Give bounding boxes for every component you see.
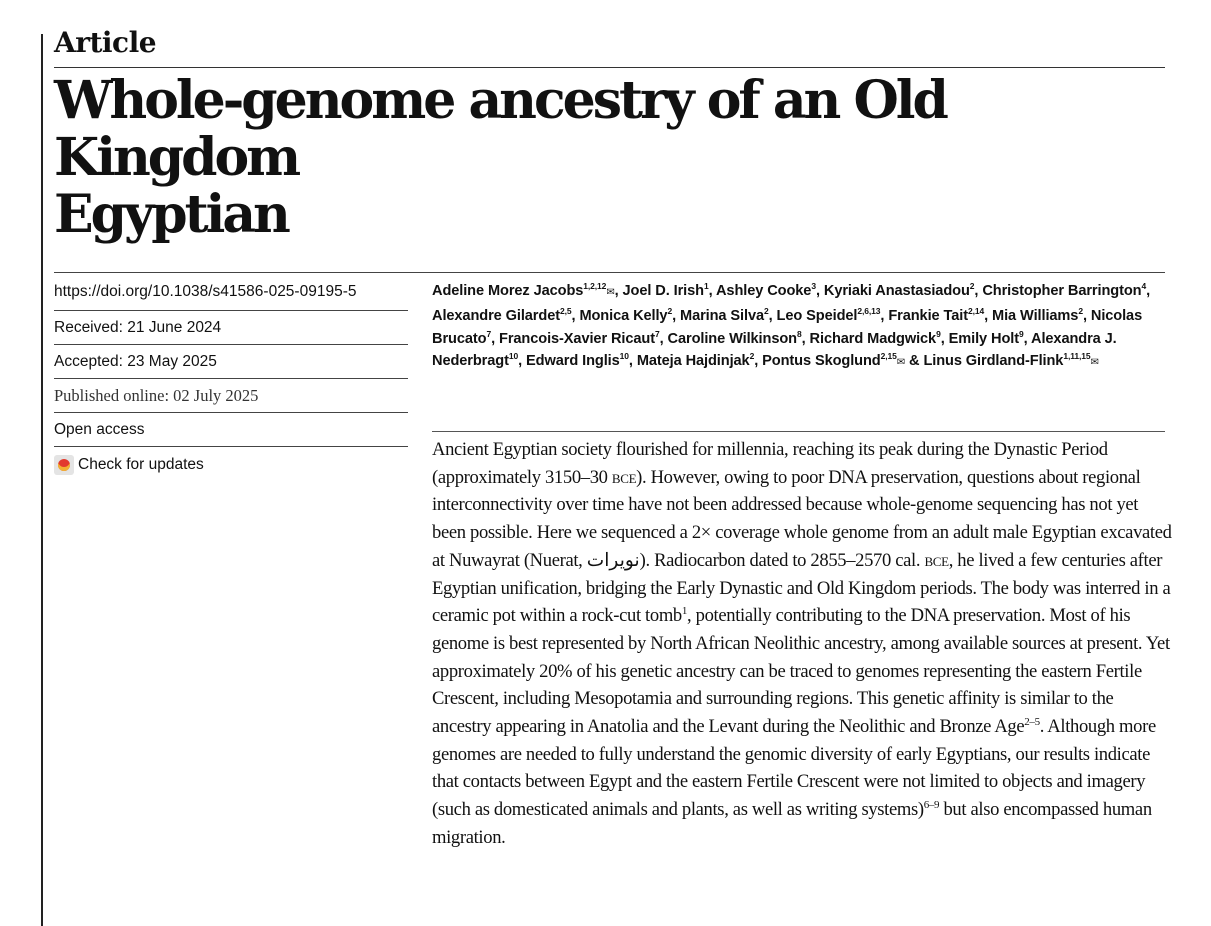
author-separator: ,: [880, 307, 889, 324]
author-name[interactable]: Adeline Morez Jacobs: [432, 283, 584, 299]
author-separator: &: [905, 353, 924, 370]
left-margin-rule: [41, 34, 43, 926]
author-affiliation: 1,2,12: [583, 281, 607, 291]
author-name[interactable]: Pontus Skoglund: [762, 353, 881, 370]
author-separator: ,: [815, 283, 824, 299]
author-affiliation: 2: [969, 281, 975, 291]
author-name[interactable]: Francois-Xavier Ricaut: [499, 330, 655, 347]
author-name[interactable]: Joel D. Irish: [622, 283, 704, 299]
author-affiliation: 1: [703, 281, 709, 291]
author-separator: ,: [768, 307, 777, 324]
author-affiliation: 9: [1019, 328, 1024, 339]
citation-ref[interactable]: 2–5: [1024, 716, 1040, 729]
check-for-updates-label: Check for updates: [78, 456, 204, 473]
author-separator: ,: [1023, 330, 1032, 347]
author-name[interactable]: Leo Speidel: [776, 307, 858, 324]
citation-ref[interactable]: 1: [681, 605, 688, 618]
abstract-era: bce: [924, 549, 949, 571]
doi-link[interactable]: https://doi.org/10.1038/s41586-025-09195-5: [54, 273, 408, 311]
accepted-date: Accepted: 23 May 2025: [54, 345, 408, 379]
author-name[interactable]: Richard Madgwick: [809, 330, 937, 347]
author-affiliation: 2: [667, 305, 673, 316]
author-name[interactable]: Marina Silva: [680, 307, 764, 324]
author-affiliation: 7: [486, 328, 492, 339]
author-separator: ,: [628, 353, 637, 370]
author-separator: ,: [984, 307, 993, 324]
author-affiliation: 4: [1141, 281, 1147, 291]
author-affiliation: 2: [1078, 305, 1083, 316]
abstract-text: , he lived a few centuries after Egyptian unification, bridging the Early Dynastic and Old Kingdom periods. The body was interred in a ceramic pot within a rock-cut tomb: [432, 549, 1171, 627]
author-name[interactable]: Mateja Hajdinjak: [636, 353, 750, 370]
header-divider: [54, 67, 1165, 68]
author-affiliation: 2,15: [880, 351, 897, 362]
title-line-2: Egyptian: [54, 184, 288, 245]
abstract-era: bce: [611, 466, 637, 488]
open-access-label: Open access: [54, 413, 408, 447]
abstract-text: Ancient Egyptian society flourished for millennia, reaching its peak during the Dynastic Period (approximately 3150–30: [432, 439, 1108, 488]
author-name[interactable]: Christopher Barrington: [982, 283, 1142, 299]
author-name[interactable]: Linus Girdland-Flink: [923, 353, 1064, 370]
author-affiliation: 8: [796, 328, 802, 339]
author-name[interactable]: Edward Inglis: [526, 353, 620, 370]
email-icon[interactable]: ✉: [1090, 357, 1099, 369]
author-separator: ,: [518, 353, 527, 370]
author-name[interactable]: Mia Williams: [992, 307, 1079, 324]
article-metadata-panel: [54, 273, 408, 483]
author-list: [432, 280, 1172, 375]
author-separator: ,: [614, 283, 623, 299]
author-name[interactable]: Nicolas Brucato: [432, 307, 1143, 347]
author-separator: ,: [974, 283, 983, 299]
author-affiliation: 2,6,13: [857, 305, 881, 316]
email-icon[interactable]: ✉: [896, 357, 906, 369]
author-separator: ,: [940, 330, 949, 347]
author-affiliation: 10: [619, 351, 629, 362]
check-for-updates-button[interactable]: [54, 447, 408, 483]
author-affiliation: 1,11,15: [1063, 351, 1091, 362]
author-name[interactable]: Ashley Cooke: [715, 283, 812, 299]
title-line-1: Whole-genome ancestry of an Old Kingdom: [54, 70, 946, 188]
author-separator: ,: [571, 307, 580, 324]
abstract-text: , potentially contributing to the DNA preservation. Most of his genome is best represented by North African Neolithic ancestry, among available sources at present. Yet approximately 20% of his genetic ancestry can be traced to genomes representing the eastern Fertile Crescent, including Mesopotamia and surrounding regions. This genetic affinity is similar to the ancestry appearing in Anatolia and the Levant during the Neolithic and Bronze Age: [432, 605, 1170, 738]
author-name[interactable]: Caroline Wilkinson: [667, 330, 797, 347]
author-affiliation: 2,5: [559, 305, 572, 316]
author-name[interactable]: Kyriaki Anastasiadou: [823, 283, 970, 299]
abstract-text: . Although more genomes are needed to fully understand the genomic diversity of early Egyptians, our results indicate that contacts between Egypt and the eastern Fertile Crescent were not limited to objects and imagery (such as domesticated animals and plants, as well as writing systems): [432, 716, 1156, 821]
author-separator: ,: [491, 330, 500, 347]
email-icon[interactable]: ✉: [606, 287, 615, 298]
article-type-label: Article: [54, 26, 157, 59]
citation-ref[interactable]: 6–9: [923, 799, 940, 812]
published-date: Published online: 02 July 2025: [54, 379, 408, 413]
author-affiliation: 2: [763, 305, 769, 316]
crossmark-icon: [54, 455, 74, 475]
author-separator: ,: [659, 330, 668, 347]
abstract-divider: [432, 431, 1165, 432]
author-separator: ,: [1082, 307, 1091, 324]
author-separator: ,: [708, 283, 716, 299]
author-affiliation: 2: [749, 351, 755, 362]
author-affiliation: 2,14: [967, 305, 985, 316]
received-date: Received: 21 June 2024: [54, 311, 408, 345]
abstract-text: but also encompassed human migration.: [432, 799, 1152, 848]
author-separator: ,: [801, 330, 810, 347]
abstract: [432, 436, 1172, 852]
author-separator: ,: [754, 353, 763, 370]
author-name[interactable]: Frankie Tait: [888, 307, 968, 324]
author-affiliation: 7: [654, 328, 660, 339]
author-affiliation: 10: [508, 351, 519, 362]
abstract-text: ). However, owing to poor DNA preservation, questions about regional interconnectivity over time have not been addressed because whole-genome sequencing has not yet been possible. Here we sequenced a 2× coverage whole genome from an adult male Egyptian excavated at Nuwayrat (Nuerat, نويرات). Radiocarbon dated to 2855–2570 cal.: [432, 466, 1172, 571]
author-affiliation: 9: [936, 328, 941, 339]
author-affiliation: 3: [811, 281, 816, 291]
article-title: [54, 72, 1174, 243]
author-separator: ,: [672, 307, 681, 324]
author-name[interactable]: Monica Kelly: [579, 307, 668, 324]
author-name[interactable]: Alexandre Gilardet: [432, 307, 560, 324]
author-name[interactable]: Alexandra J. Nederbragt: [432, 330, 1117, 370]
author-name[interactable]: Emily Holt: [948, 330, 1019, 347]
author-separator: ,: [1146, 283, 1151, 299]
